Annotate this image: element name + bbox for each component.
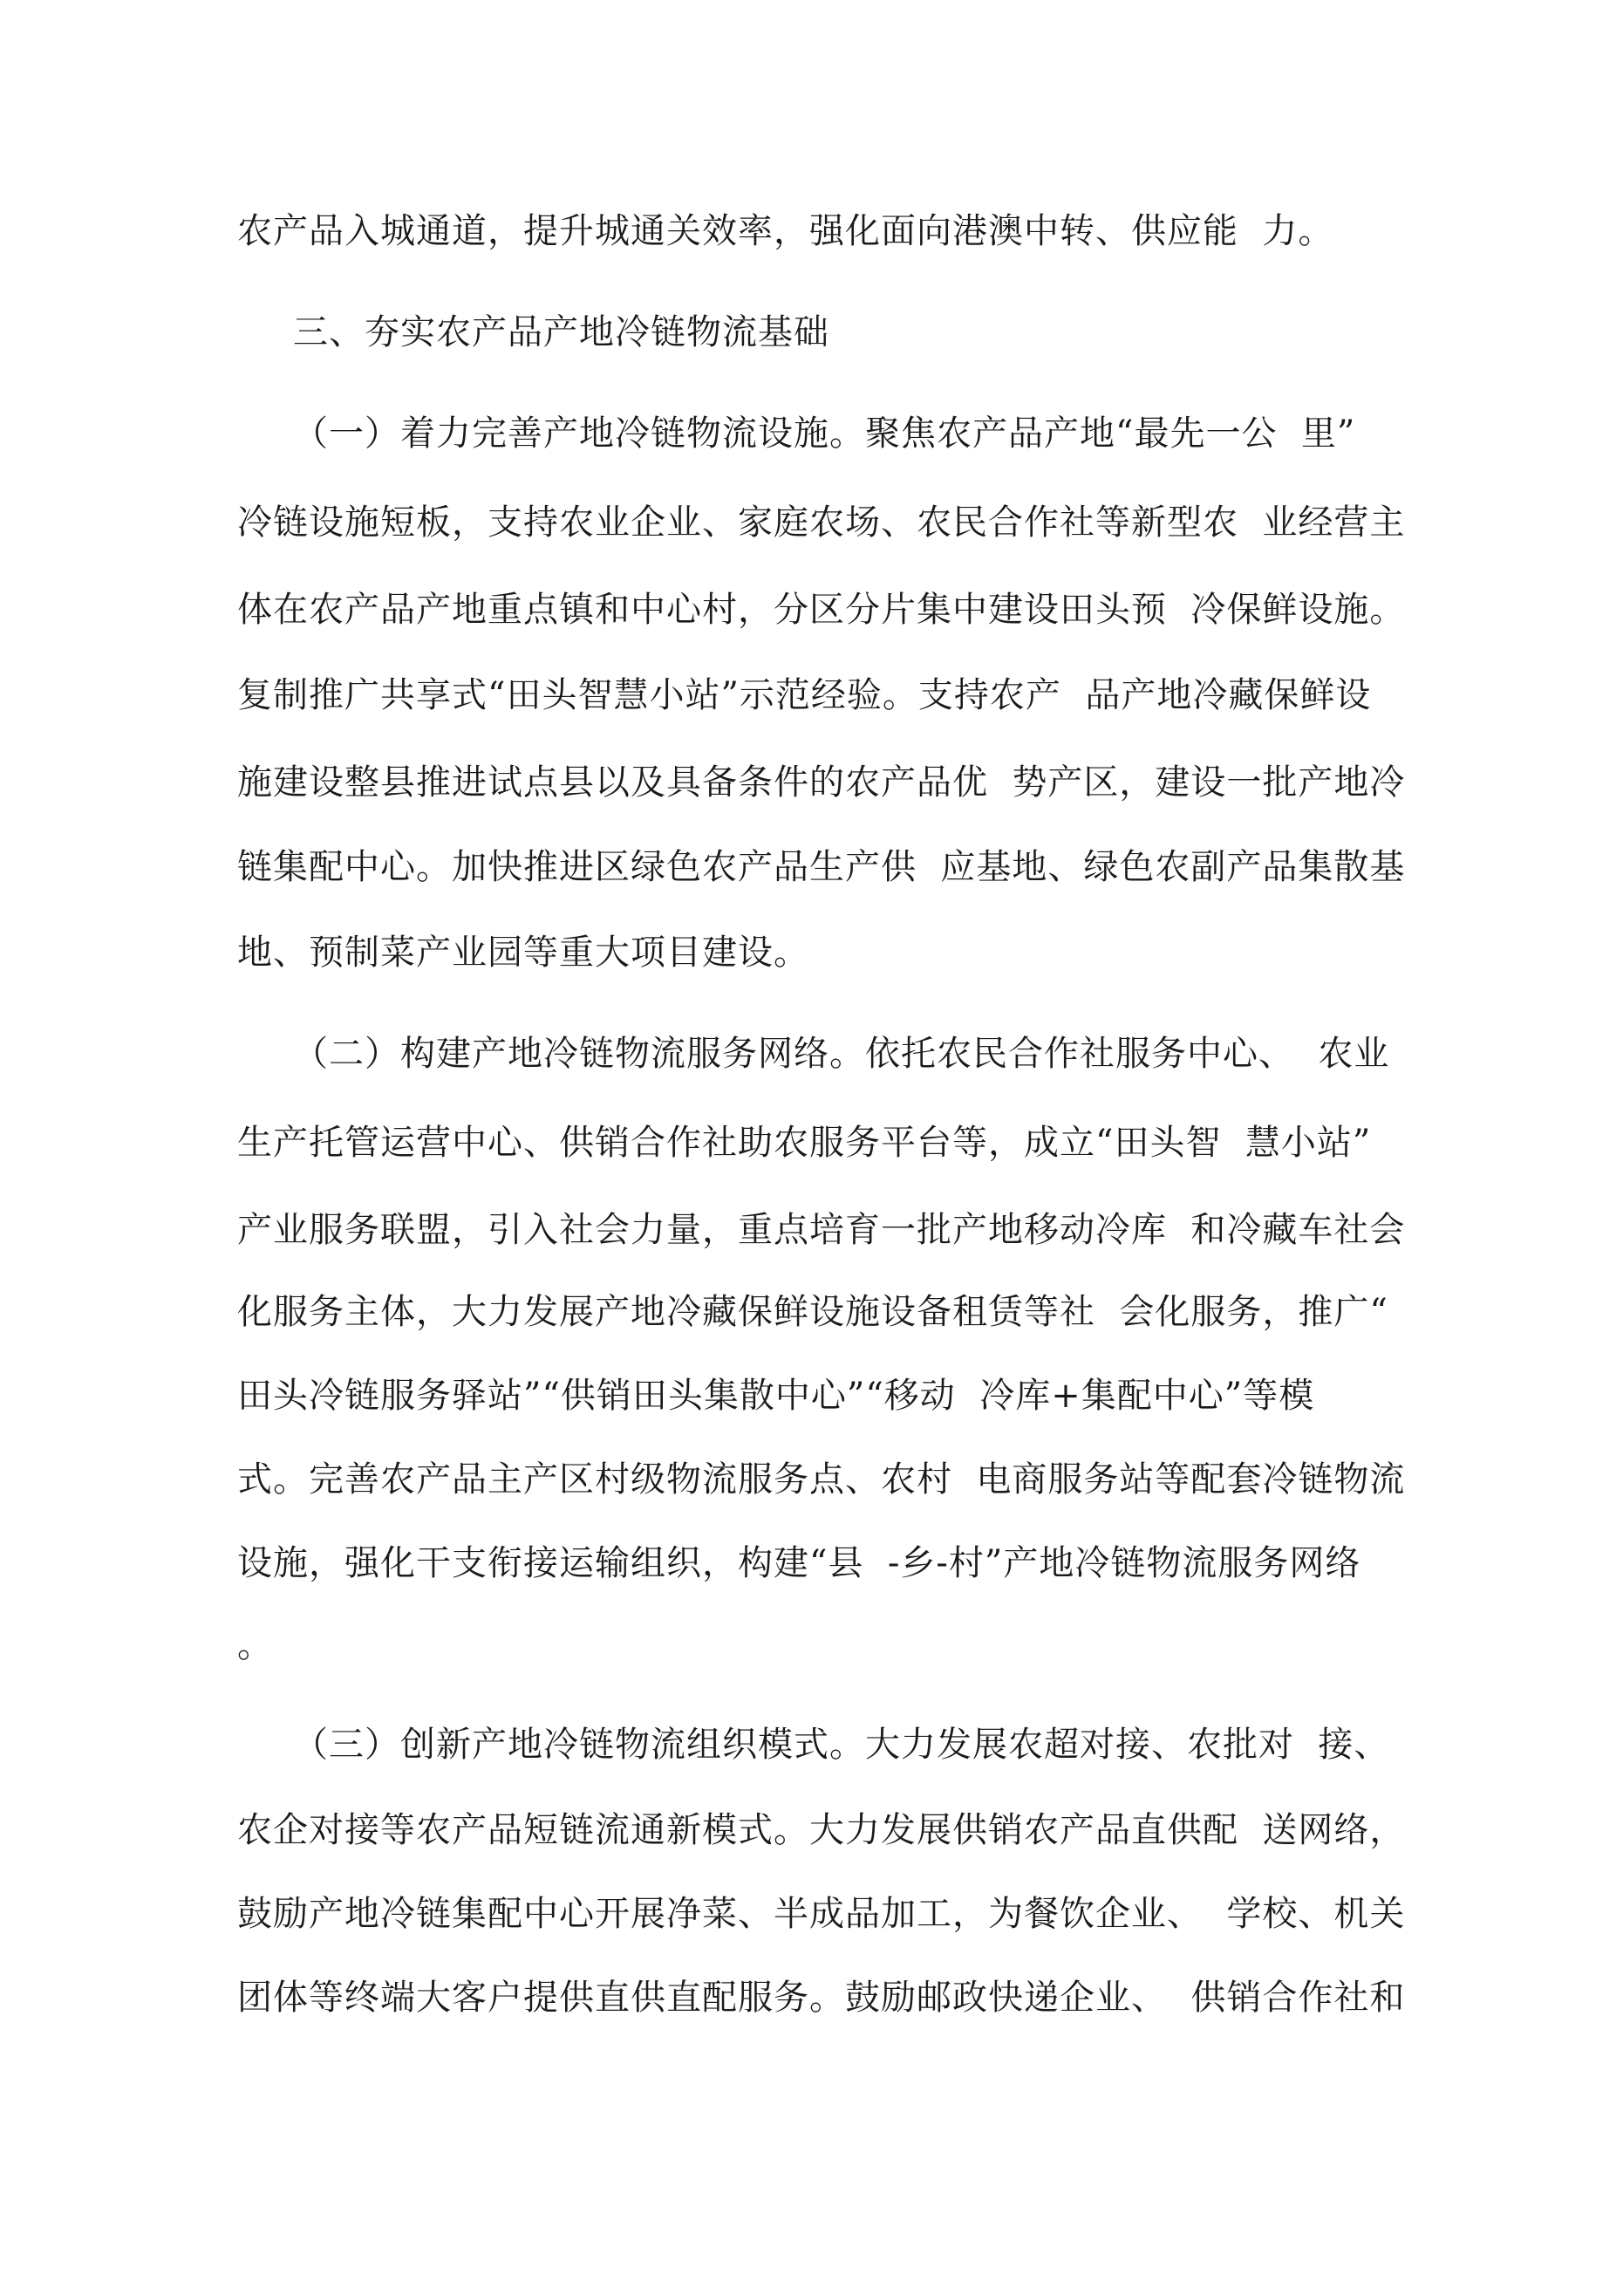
text-line: 地、预制菜产业园等重大项目建设。 [237,933,809,973]
text-line: 冷链设施短板，支持农业企业、家庭农场、农民合作社等新型农 业经营主 [237,502,1406,543]
text-line: 式。完善农产品主产区村级物流服务点、农村 电商服务站等配套冷链物流 [237,1459,1406,1500]
text-line: 生产托管运营中心、供销合作社助农服务平台等，成立“田头智 慧小站” [237,1123,1372,1163]
text-line: 农产品入城通道，提升城通关效率，强化面向港澳中转、供应能 力。 [237,211,1334,251]
text-line: 。 [237,1625,273,1665]
text-line: 产业服务联盟，引入社会力量，重点培育一批产地移动冷库 和冷藏车社会 [237,1210,1406,1250]
text-line: 施建设整县推进试点县以及具备条件的农产品优 势产区，建设一批产地冷 [237,762,1406,803]
section-heading: 三、夯实农产品产地冷链物流基础 [293,312,829,352]
text-line: 设施，强化干支衔接运输组织，构建“县 -乡-村”产地冷链物流服务网络 [237,1543,1361,1583]
text-line: （三）创新产地冷链物流组织模式。大力发展农超对接、农批对 接、 [293,1725,1390,1765]
text-line: （二）构建产地冷链物流服务网络。依托农民合作社服务中心、 农业 [293,1034,1390,1074]
text-line: 田头冷链服务驿站”“供销田头集散中心”“移动 冷库+集配中心”等模 [237,1376,1315,1416]
text-line: （一）着力完善产地冷链物流设施。聚焦农产品产地“最先一公 里” [293,413,1356,454]
text-line: 复制推广共享式“田头智慧小站”示范经验。支持农产 品产地冷藏保鲜设 [237,675,1372,715]
text-line: 链集配中心。加快推进区绿色农产品生产供 应基地、绿色农副产品集散基 [237,847,1406,887]
text-line: 体在农产品产地重点镇和中心村，分区分片集中建设田头预 冷保鲜设施。 [237,590,1406,630]
text-line: 鼓励产地冷链集配中心开展净菜、半成品加工，为餐饮企业、 学校、机关 [237,1894,1406,1934]
text-line: 化服务主体，大力发展产地冷藏保鲜设施设备租赁等社 会化服务，推广“ [237,1292,1388,1332]
text-line: 团体等终端大客户提供直供直配服务。鼓励邮政快递企业、 供销合作社和 [237,1978,1406,2018]
text-line: 农企对接等农产品短链流通新模式。大力发展供销农产品直供配 送网络， [237,1810,1406,1850]
